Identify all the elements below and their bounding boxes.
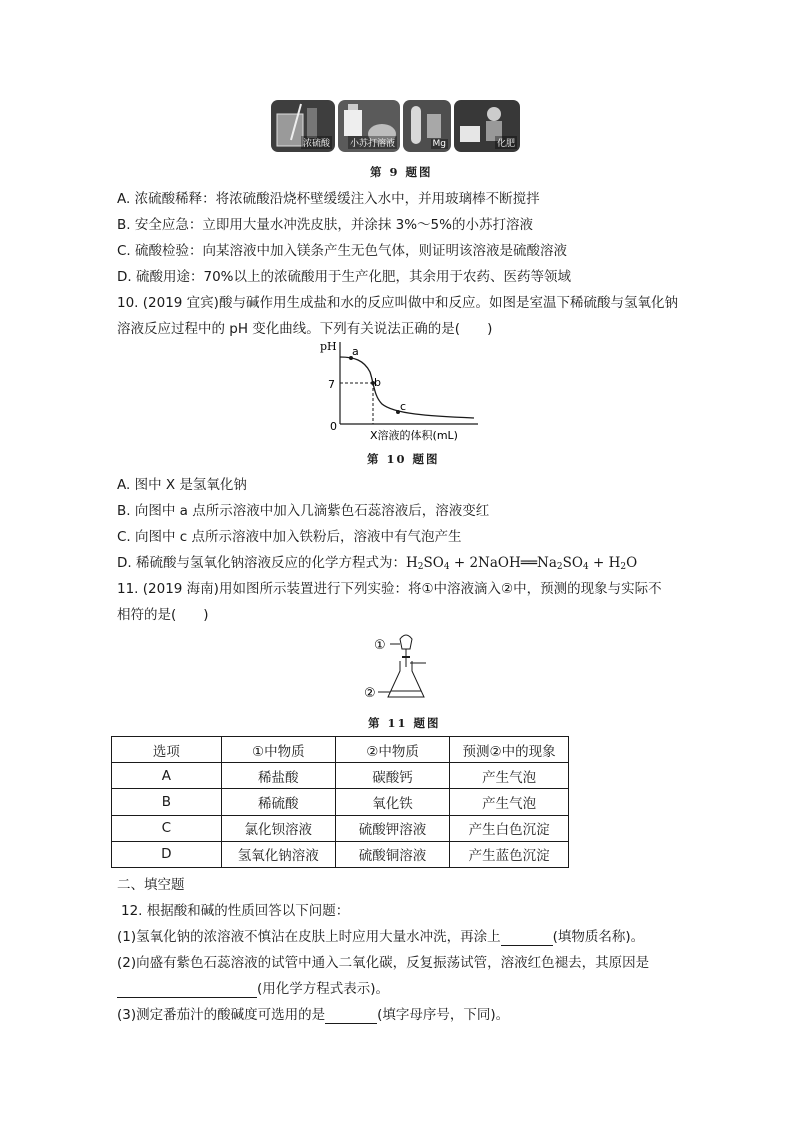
answer-blank[interactable] xyxy=(117,981,257,998)
equation: $H_2SO_4$ + $2NaOH══Na_2SO_4 + H_2O$ xyxy=(405,555,638,572)
table-cell: 硫酸铜溶液 xyxy=(335,841,449,867)
table-cell: 硫酸钾溶液 xyxy=(335,815,449,841)
table-header-cell: ①中物质 xyxy=(221,737,335,763)
photo-fertilizer xyxy=(454,100,520,152)
section-title: 二、填空题 xyxy=(117,877,185,893)
point-label: b xyxy=(374,376,381,389)
question-stem: 11. (2019 海南)用如图所示装置进行下列实验：将①中溶液滴入②中，预测的现象与实际不 xyxy=(117,581,662,597)
question-stem: 溶液反应过程中的 pH 变化曲线。下列有关说法正确的是( ) xyxy=(117,321,493,337)
figure-caption: 第 9 题图 xyxy=(370,165,433,179)
ph-curve xyxy=(340,357,474,418)
point-label: c xyxy=(400,400,407,413)
question-part-2: (2)向盛有紫色石蕊溶液的试管中通入二氧化碳，反复振荡试管，溶液红色褪去，其原因是 xyxy=(117,955,650,971)
table-cell: 氯化钡溶液 xyxy=(221,815,335,841)
flask-apparatus-diagram xyxy=(360,627,450,707)
table-row xyxy=(112,815,569,841)
figure-caption: 第 11 题图 xyxy=(368,716,441,730)
photo-test xyxy=(403,100,451,152)
table-cell: 产生白色沉淀 xyxy=(450,815,569,841)
table-row xyxy=(112,789,569,815)
question-part-3: (3)测定番茄汁的酸碱度可选用的是 (填字母序号，下同)。 xyxy=(117,1007,510,1023)
table-cell: 产生气泡 xyxy=(450,763,569,789)
question-part-1: (1)氢氧化钠的浓溶液不慎沾在皮肤上时应用大量水冲洗，再涂上 (填物质名称)。 xyxy=(117,929,645,945)
ph-curve-chart xyxy=(318,338,488,446)
figure-caption: 第 10 题图 xyxy=(367,452,440,466)
y-tick-label: 7 xyxy=(328,378,335,391)
options-table xyxy=(111,736,569,868)
option-a: A. 图中 X 是氢氧化钠 xyxy=(117,477,247,493)
table-header-row xyxy=(112,737,569,763)
table-cell: D xyxy=(112,841,222,867)
question-stem: 12. 根据酸和碱的性质回答以下问题： xyxy=(121,903,350,919)
answer-blank[interactable] xyxy=(501,929,553,946)
table-header-cell: ②中物质 xyxy=(335,737,449,763)
photo-label: 化肥 xyxy=(495,136,517,149)
origin-label: 0 xyxy=(330,420,337,433)
table-cell: 产生气泡 xyxy=(450,789,569,815)
table-row xyxy=(112,763,569,789)
table-cell: 碳酸钙 xyxy=(335,763,449,789)
table-cell: 产生蓝色沉淀 xyxy=(450,841,569,867)
funnel-icon xyxy=(400,635,412,649)
table-cell: 稀盐酸 xyxy=(221,763,335,789)
option-c: C. 硫酸检验：向某溶液中加入镁条产生无色气体，则证明该溶液是硫酸溶液 xyxy=(117,243,568,259)
point-label: a xyxy=(352,345,359,358)
label-2: ② xyxy=(364,686,376,701)
question-stem: 10. (2019 宜宾)酸与碱作用生成盐和水的反应叫做中和反应。如图是室温下稀硫酸与氢氧化钠 xyxy=(117,295,678,311)
option-a: A. 浓硫酸稀释：将浓硫酸沿烧杯壁缓缓注入水中，并用玻璃棒不断搅拌 xyxy=(117,191,540,207)
x-axis-label: X溶液的体积(mL) xyxy=(370,429,458,442)
option-d-prefix: D. 稀硫酸与氢氧化钠溶液反应的化学方程式为： xyxy=(117,555,406,571)
table-cell: 氢氧化钠溶液 xyxy=(221,841,335,867)
photo-label: 浓硫酸 xyxy=(301,136,332,149)
photo-skin xyxy=(338,100,400,152)
table-cell: 氧化铁 xyxy=(335,789,449,815)
photo-dilution xyxy=(271,100,335,152)
answer-blank[interactable] xyxy=(325,1007,377,1024)
table-row xyxy=(112,841,569,867)
table-cell: A xyxy=(112,763,222,789)
option-d: D. 硫酸用途：70%以上的浓硫酸用于生产化肥，其余用于农药、医药等领域 xyxy=(117,269,571,285)
option-b: B. 安全应急：立即用大量水冲洗皮肤，并涂抹 3%～5%的小苏打溶液 xyxy=(117,217,533,233)
question-stem: 相符的是( ) xyxy=(117,607,209,623)
photo-label: Mg xyxy=(432,139,446,149)
photo-label: 小苏打溶液 xyxy=(348,136,397,149)
table-cell: B xyxy=(112,789,222,815)
table-header-cell: 选项 xyxy=(112,737,222,763)
table-cell: C xyxy=(112,815,222,841)
option-c: C. 向图中 c 点所示溶液中加入铁粉后，溶液中有气泡产生 xyxy=(117,529,462,545)
table-header-cell: 预测②中的现象 xyxy=(450,737,569,763)
option-d xyxy=(117,554,637,576)
label-1: ① xyxy=(374,638,386,653)
table-cell: 稀硫酸 xyxy=(221,789,335,815)
y-axis-label: pH xyxy=(320,340,337,353)
option-b: B. 向图中 a 点所示溶液中加入几滴紫色石蕊溶液后，溶液变红 xyxy=(117,503,490,519)
question-part-2-answer: (用化学方程式表示)。 xyxy=(117,980,389,998)
